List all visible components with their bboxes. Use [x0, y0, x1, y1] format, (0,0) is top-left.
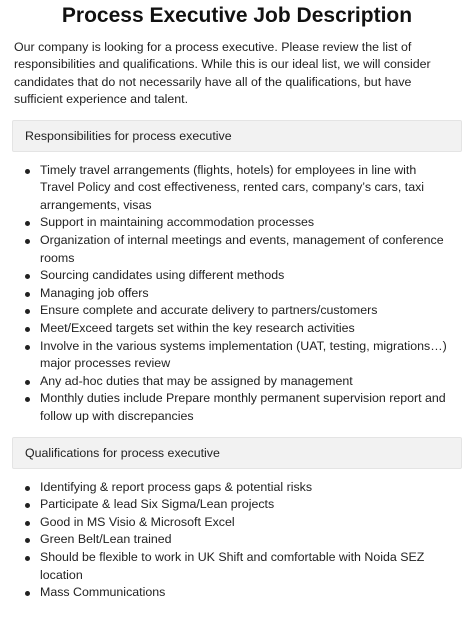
list-item: Mass Communications — [40, 584, 462, 602]
responsibilities-list — [12, 162, 462, 426]
qualifications-header — [12, 437, 462, 469]
list-item: Meet/Exceed targets set within the key research activities — [40, 320, 462, 338]
list-item: Managing job offers — [40, 285, 462, 303]
list-item: Timely travel arrangements (flights, hotels) for employees in line with Travel Policy and cost effectiveness, rented cars, company’s cars, taxi arrangements, visas — [40, 162, 462, 215]
list-item: Identifying & report process gaps & potential risks — [40, 479, 462, 497]
page-title: Process Executive Job Description — [61, 4, 413, 27]
list-item: Participate & lead Six Sigma/Lean projects — [40, 496, 462, 514]
intro-paragraph: Our company is looking for a process executive. Please review the list of responsibilities and qualifications. While this is our ideal list, we will consider candidates that do not necessarily have all of the qualifications, but have sufficient experience and talent. — [14, 40, 431, 107]
qualifications-heading: Qualifications for process executive — [25, 445, 220, 460]
list-item: Green Belt/Lean trained — [40, 531, 462, 549]
list-item: Monthly duties include Prepare monthly permanent supervision report and follow up with discrepancies — [40, 390, 462, 425]
list-item: Ensure complete and accurate delivery to partners/customers — [40, 302, 462, 320]
responsibilities-header — [12, 120, 462, 152]
list-item: Good in MS Visio & Microsoft Excel — [40, 514, 462, 532]
list-item: Involve in the various systems implementation (UAT, testing, migrations…) major processes review — [40, 338, 462, 373]
list-item: Should be flexible to work in UK Shift and comfortable with Noida SEZ location — [40, 549, 462, 584]
qualifications-list — [12, 479, 462, 602]
list-item: Organization of internal meetings and events, management of conference rooms — [40, 232, 462, 267]
list-item: Any ad-hoc duties that may be assigned by management — [40, 373, 462, 391]
responsibilities-heading: Responsibilities for process executive — [25, 128, 232, 143]
list-item: Sourcing candidates using different methods — [40, 267, 462, 285]
list-item: Support in maintaining accommodation processes — [40, 214, 462, 232]
